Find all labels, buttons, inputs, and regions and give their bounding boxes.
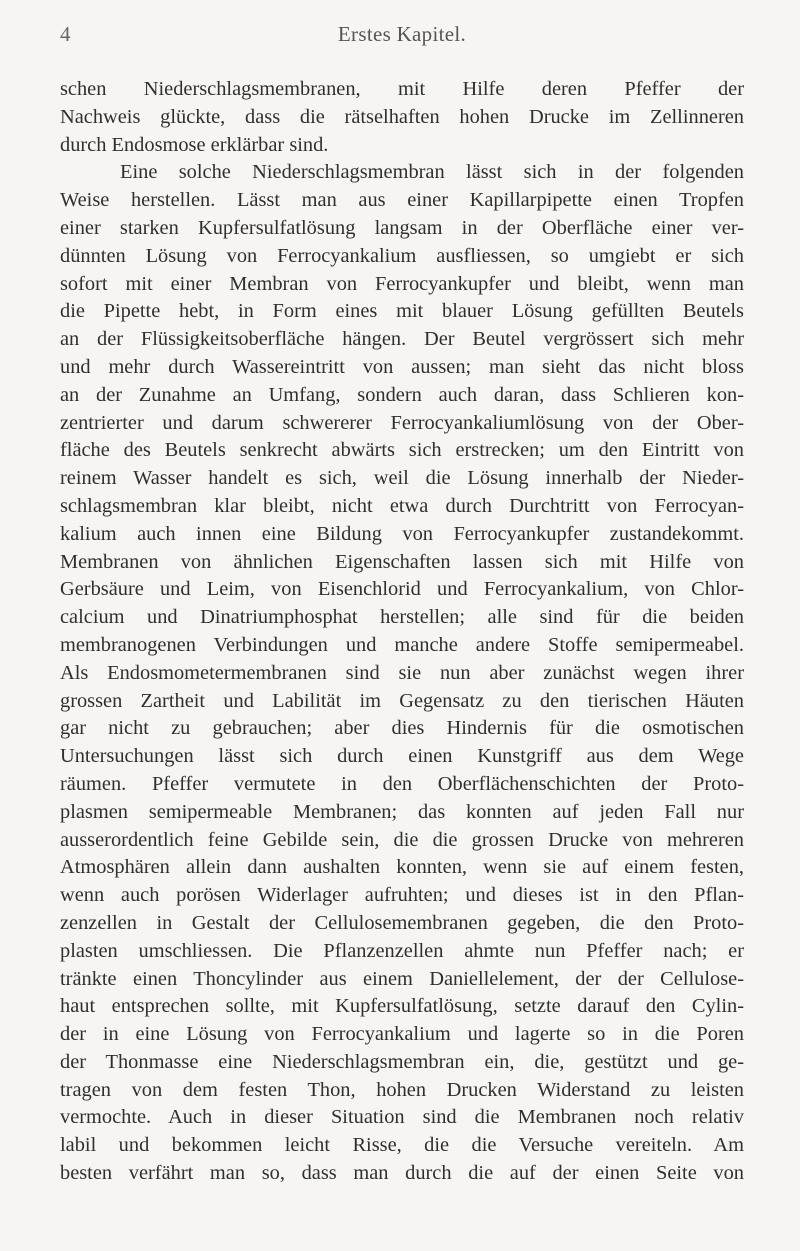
- body-text: [60, 76, 744, 1188]
- text-line: Weise herstellen. Lässt man aus einer Kapillarpipette einen Tropfen: [60, 189, 744, 212]
- text-line: Membranen von ähnlichen Eigenschaften lassen sich mit Hilfe von: [60, 550, 744, 573]
- text-line: der in eine Lösung von Ferrocyankalium und lagerte so in die Poren: [60, 1023, 744, 1046]
- text-line: an der Flüssigkeitsoberfläche hängen. Der Beutel vergrössert sich mehr: [60, 328, 744, 351]
- text-line: besten verfährt man so, dass man durch die auf der einen Seite von: [60, 1162, 744, 1185]
- text-line: durch Endosmose erklärbar sind.: [60, 133, 329, 156]
- text-line: plasmen semipermeable Membranen; das konnten auf jeden Fall nur: [60, 800, 744, 823]
- text-line: plasten umschliessen. Die Pflanzenzellen ahmte nun Pfeffer nach; er: [60, 939, 744, 962]
- page-number: 4: [60, 22, 71, 46]
- text-line: Gerbsäure und Leim, von Eisenchlorid und Ferrocyankalium, von Chlor-: [60, 578, 744, 601]
- text-line: haut entsprechen sollte, mit Kupfersulfatlösung, setzte darauf den Cylin-: [60, 995, 744, 1018]
- text-line: sofort mit einer Membran von Ferrocyankupfer und bleibt, wenn man: [60, 272, 744, 295]
- text-line: Atmosphären allein dann aushalten konnten, wenn sie auf einem festen,: [60, 856, 744, 879]
- text-line: an der Zunahme an Umfang, sondern auch daran, dass Schlieren kon-: [60, 383, 744, 406]
- text-line: Eine solche Niederschlagsmembran lässt sich in der folgenden: [120, 161, 744, 184]
- text-line: tränkte einen Thoncylinder aus einem Daniellelement, der der Cellulose-: [60, 967, 744, 990]
- text-line: membranogenen Verbindungen und manche andere Stoffe semipermeabel.: [60, 633, 744, 656]
- page-header: [60, 22, 744, 62]
- text-line: ausserordentlich feine Gebilde sein, die die grossen Drucke von mehreren: [60, 828, 744, 851]
- text-line: Nachweis glückte, dass die rätselhaften hohen Drucke im Zellinneren: [60, 105, 744, 128]
- text-line: reinem Wasser handelt es sich, weil die Lösung innerhalb der Nieder-: [60, 467, 744, 490]
- text-line: zenzellen in Gestalt der Cellulosemembranen gegeben, die den Proto-: [60, 911, 744, 934]
- text-line: räumen. Pfeffer vermutete in den Oberflächenschichten der Proto-: [60, 772, 744, 795]
- text-line: der Thonmasse eine Niederschlagsmembran ein, die, gestützt und ge-: [60, 1050, 744, 1073]
- text-line: vermochte. Auch in dieser Situation sind die Membranen noch relativ: [60, 1106, 744, 1129]
- text-line: gar nicht zu gebrauchen; aber dies Hindernis für die osmotischen: [60, 717, 744, 740]
- text-line: die Pipette hebt, in Form eines mit blauer Lösung gefüllten Beutels: [60, 300, 744, 323]
- text-line: schen Niederschlagsmembranen, mit Hilfe deren Pfeffer der: [60, 78, 744, 100]
- text-line: tragen von dem festen Thon, hohen Drucken Widerstand zu leisten: [60, 1078, 744, 1101]
- text-line: zentrierter und darum schwererer Ferrocyankaliumlösung von der Ober-: [60, 411, 744, 434]
- text-line: grossen Zartheit und Labilität im Gegensatz zu den tierischen Häuten: [60, 689, 744, 712]
- text-line: dünnten Lösung von Ferrocyankalium ausfliessen, so umgiebt er sich: [60, 244, 744, 267]
- text-line: einer starken Kupfersulfatlösung langsam in der Oberfläche einer ver-: [60, 216, 744, 239]
- text-line: Als Endosmometermembranen sind sie nun aber zunächst wegen ihrer: [60, 661, 744, 684]
- text-line: wenn auch porösen Widerlager aufruhten; und dieses ist in den Pflan-: [60, 884, 744, 907]
- text-line: fläche des Beutels senkrecht abwärts sich erstrecken; um den Eintritt von: [60, 439, 744, 462]
- text-line: und mehr durch Wassereintritt von aussen; man sieht das nicht bloss: [60, 355, 744, 378]
- text-line: Untersuchungen lässt sich durch einen Kunstgriff aus dem Wege: [60, 745, 744, 768]
- text-line: calcium und Dinatriumphosphat herstellen; alle sind für die beiden: [60, 606, 744, 629]
- text-line: labil und bekommen leicht Risse, die die Versuche vereiteln. Am: [60, 1134, 744, 1157]
- text-line: kalium auch innen eine Bildung von Ferrocyankupfer zustandekommt.: [60, 522, 744, 545]
- running-title: Erstes Kapitel.: [337, 22, 467, 46]
- text-line: schlagsmembran klar bleibt, nicht etwa durch Durchtritt von Ferrocyan-: [60, 494, 744, 517]
